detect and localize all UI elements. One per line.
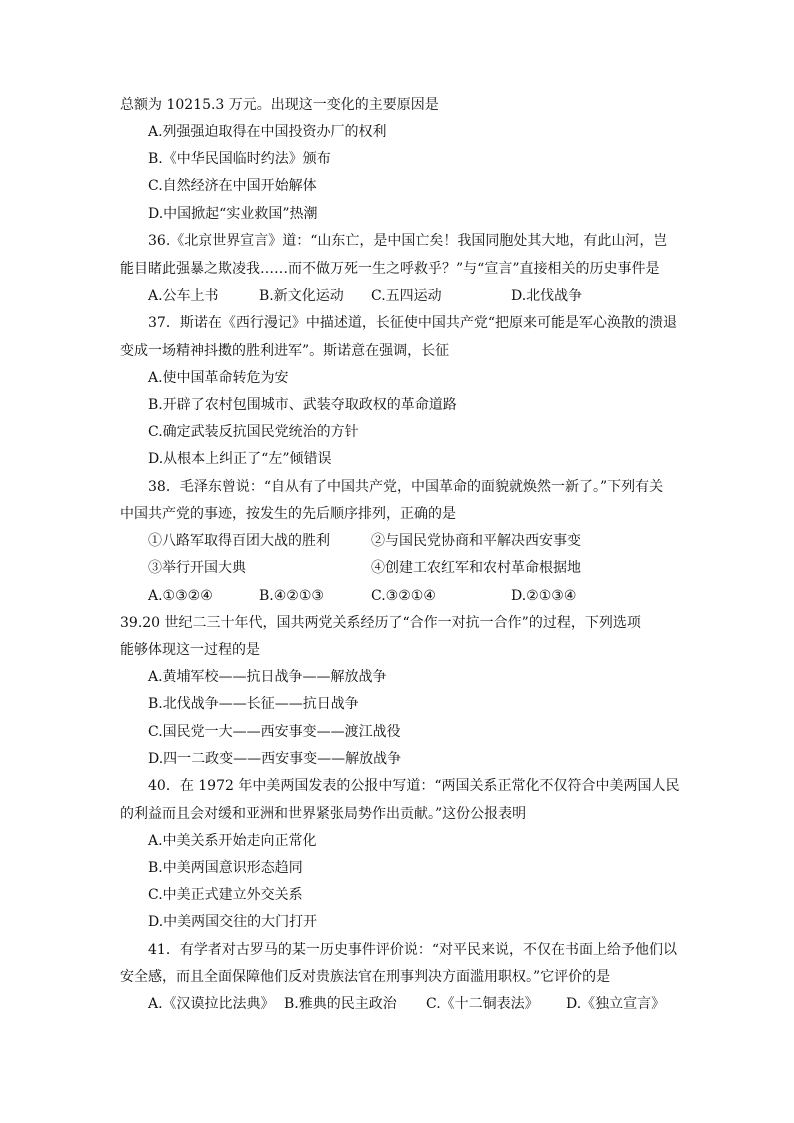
q36-stem-line2: 能目睹此强暴之欺凌我……而不做万死一生之呼救乎？”与“宣言”直接相关的历史事件是 [120,261,660,277]
q38-items-row2 [148,559,708,577]
q41-stem-line2: 安全感，而且全面保障他们反对贵族法官在刑事判决方面滥用职权。”它评价的是 [120,969,611,985]
q38-items-row1 [148,532,708,550]
q38-stem-line1: 38．毛泽东曾说：“自从有了中国共产党，中国革命的面貌就焕然一新了。”下列有关 [148,479,664,495]
q40-option-a: A.中美关系开始走向正常化 [148,833,317,849]
q38-item-3: ③举行开国大典 [148,560,246,576]
q37-option-a: A.使中国革命转危为安 [148,370,289,386]
q38-option-b: B.④②①③ [259,588,324,604]
q35-option-c: C.自然经济在中国开始解体 [148,178,317,194]
q36-option-d: D.北伐战争 [511,288,583,304]
q35-stem-tail: 总额为 10215.3 万元。出现这一变化的主要原因是 [120,97,439,113]
q41-options-row [148,995,708,1013]
q38-option-c: C.③②①④ [371,588,436,604]
q39-option-b: B.北伐战争——长征——抗日战争 [148,696,359,712]
q39-option-a: A.黄埔军校——抗日战争——解放战争 [148,669,387,685]
q40-option-b: B.中美两国意识形态趋同 [148,860,303,876]
q36-options-row [148,287,708,305]
q35-option-d: D.中国掀起“实业救国”热潮 [148,206,318,222]
q37-stem-line2: 变成一场精神抖擞的胜利进军”。斯诺意在强调，长征 [120,343,450,359]
q35-option-a: A.列强强迫取得在中国投资办厂的权利 [148,124,387,140]
q39-stem-line1: 39.20 世纪二三十年代，国共两党关系经历了“合作一对抗一合作”的过程，下列选项 [120,615,641,631]
q38-item-1: ①八路军取得百团大战的胜利 [148,533,330,549]
q39-option-c: C.国民党一大——西安事变——渡江战役 [148,724,401,740]
q37-option-d: D.从根本上纠正了“左”倾错误 [148,451,332,467]
q37-option-c: C.确定武装反抗国民党统治的方针 [148,424,359,440]
q40-stem-line1: 40．在 1972 年中美两国发表的公报中写道：“两国关系正常化不仅符合中美两国人民 [148,778,680,794]
q38-item-4: ④创建工农红军和农村革命根据地 [371,560,581,576]
q36-stem-line1: 36.《北京世界宣言》道：“山东亡，是中国亡矣！我国同胞处其大地，有此山河，岂 [148,233,668,249]
q38-option-a: A.①③②④ [148,588,213,604]
q38-option-d: D.②①③④ [511,588,577,604]
q36-option-a: A.公车上书 [148,288,219,304]
q37-option-b: B.开辟了农村包围城市、武装夺取政权的革命道路 [148,397,457,413]
q41-option-c: C.《十二铜表法》 [426,996,539,1012]
q40-option-d: D.中美两国交往的大门打开 [148,914,318,930]
q38-item-2: ②与国民党协商和平解决西安事变 [371,533,581,549]
q38-options-row [148,587,708,605]
q40-option-c: C.中美正式建立外交关系 [148,887,303,903]
q41-stem-line1: 41．有学者对古罗马的某一历史事件评价说：“对平民来说，不仅在书面上给予他们以 [148,942,677,958]
q36-option-c: C.五四运动 [371,288,442,304]
q38-stem-line2: 中国共产党的事迹，按发生的先后顺序排列，正确的是 [120,506,456,522]
q37-stem-line1: 37．斯诺在《西行漫记》中描述道，长征使中国共产党“把原来可能是军心涣散的溃退 [148,315,677,331]
q35-option-b: B.《中华民国临时约法》颁布 [148,151,331,167]
q41-option-a: A.《汉谟拉比法典》 [148,996,275,1012]
q41-option-d: D.《独立宣言》 [566,996,666,1012]
q41-option-b: B.雅典的民主政治 [284,996,397,1012]
q39-option-d: D.四一二政变——西安事变——解放战争 [148,751,402,767]
q39-stem-line2: 能够体现这一过程的是 [120,642,260,658]
q40-stem-line2: 的利益而且会对缓和亚洲和世界紧张局势作出贡献。”这份公报表明 [120,806,527,822]
q36-option-b: B.新文化运动 [259,288,344,304]
